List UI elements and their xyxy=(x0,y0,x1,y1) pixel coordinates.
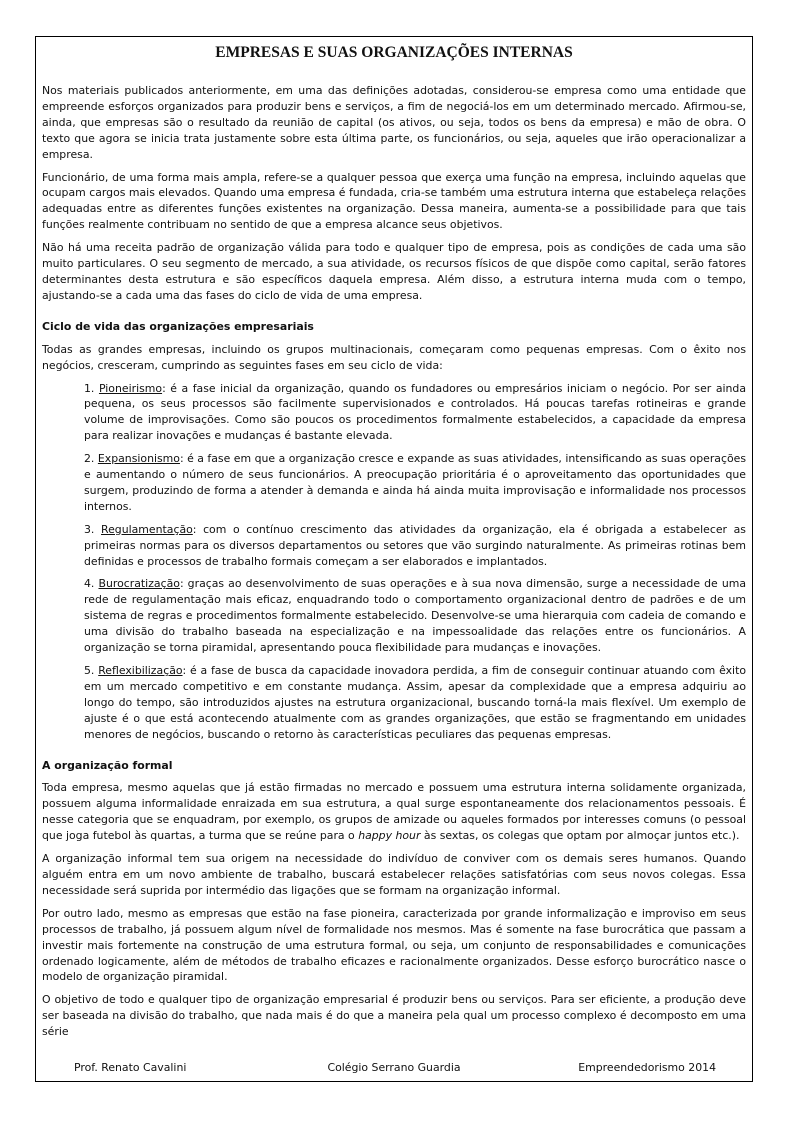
phase-text: : é a fase em que a organização cresce e expande as suas atividades, intensificando as suas operações e aumentando o número de seus funcionários. A preocupação prioritária é o aproveitamento das oportunidades que surgem, produzindo de forma a atender à demanda e ainda há ainda muita improvisação e informalidade nos processos internos. xyxy=(84,452,746,513)
phase-name: Regulamentação xyxy=(101,522,193,536)
intro-paragraph-3: Não há uma receita padrão de organização válida para todo e qualquer tipo de empresa, pois as condições de cada uma são muito particulares. O seu segmento de mercado, a sua atividade, os recursos físicos de que dispõe como capital, serão fatores determinantes desta estrutura e são específicos daquela empresa. Além disso, a estrutura interna muda com o tempo, ajustando-se a cada uma das fases do ciclo de vida de uma empresa. xyxy=(42,241,746,302)
document-body xyxy=(42,43,746,1047)
phase-text: : com o contínuo crescimento das atividades da organização, ela é obrigada a estabelecer as primeiras normas para os diversos departamentos ou setores que vão surgindo naturalmente. As primeiras rotinas bem definidas e processos de trabalho formais começam a ser elaborados e implantados. xyxy=(84,522,746,568)
document-title: EMPRESAS E SUAS ORGANIZAÇÕES INTERNAS xyxy=(215,44,573,61)
text-run: às sextas, os colegas que optam por almoçar juntos etc.). xyxy=(420,829,740,843)
phase-name: Expansionismo xyxy=(97,452,180,466)
intro-paragraph-2: Funcionário, de uma forma mais ampla, refere-se a qualquer pessoa que exerça uma função na empresa, incluindo aquelas que ocupam cargos mais elevados. Quando uma empresa é fundada, cria-se também uma estrutura interna que estabeleça relações adequadas entre as diferentes funções existentes na organização. Dessa maneira, aumenta-se a possibilidade para que tais funções realmente contribuam no sentido de que a empresa alcance seus objetivos. xyxy=(42,170,746,232)
footer-author: Prof. Renato Cavalini xyxy=(74,1061,187,1074)
formal-paragraph-3: Por outro lado, mesmo as empresas que estão na fase pioneira, caracterizada por grande informalização e improviso em seus processos de trabalho, já possuem algum nível de formalidade nos mesmos. Mas é somente na fase burocrática que passam a investir mais fortemente na construção de uma estrutura formal, ou seja, um conjunto de responsabilidades e comunicações ordenado logicamente, além de métodos de trabalho eficazes e racionalmente organizados. Desse esforço burocrático nasce o modelo de organização piramidal. xyxy=(42,906,746,984)
section-heading-lifecycle: Ciclo de vida das organizações empresariais xyxy=(42,319,314,333)
italic-term: happy hour xyxy=(358,829,421,843)
formal-paragraph-4: O objetivo de todo e qualquer tipo de organização empresarial é produzir bens ou serviços. Para ser eficiente, a produção deve ser baseada na divisão do trabalho, que nada mais é do que a maneira pela qual um processo complexo é decomposto em uma série xyxy=(42,993,746,1039)
phase-text: : é a fase inicial da organização, quando os fundadores ou empresários iniciam o negócio. Por ser ainda pequena, os seus processos são facilmente supervisionados e controlados. Há poucas tarefas rotineiras e grande volume de improvisações. Como são poucos os procedimentos formalmente estabelecidos, a capacidade da empresa para realizar inovações e mudanças é bastante elevada. xyxy=(84,381,747,443)
footer-school: Colégio Serrano Guardia xyxy=(327,1061,461,1074)
footer-course: Empreendedorismo 2014 xyxy=(578,1061,716,1074)
phase-number: 2. xyxy=(84,452,95,466)
phase-name: Burocratização xyxy=(98,577,180,591)
text-run: Toda empresa, mesmo aquelas que já estão firmadas no mercado e possuem uma estrutura interna solidamente organizada, possuem alguma informalidade enraizada em sua estrutura, a qual surge espontaneamente dos relacionamentos pessoais. É nesse categoria que se enquadram, por exemplo, os grupos de amizade ou aqueles formados por interesses comuns (o pessoal que joga futebol às quartas, a turma que se reúne para o xyxy=(42,781,746,843)
phase-item xyxy=(84,663,746,743)
phase-number: 1. xyxy=(84,381,95,395)
phase-item xyxy=(84,451,746,515)
intro-paragraph-1: Nos materiais publicados anteriormente, em uma das definições adotadas, considerou-se empresa como uma entidade que empreende esforços organizados para produzir bens e serviços, a fim de negociá-los em um determinado mercado. Afirmou-se, ainda, que empresas são o resultado da reunião de capital (os ativos, ou seja, todos os bens da empresa) e mão de obra. O texto que agora se inicia trata justamente sobre esta última parte, os funcionários, ou seja, aqueles que irão operacionalizar a empresa. xyxy=(42,84,746,161)
phase-text: : graças ao desenvolvimento de suas operações e à sua nova dimensão, surge a necessidade de uma rede de regulamentação mais eficaz, enquadrando todo o comportamento organizacional dentro de padrões e de um sistema de regras e procedimentos formalmente estabelecido. Desenvolve-se uma hierarquia com cadeia de comando e uma divisão do trabalho baseada na especialização e na impessoalidade das relações entre os funcionários. A organização se torna piramidal, apresentando pouca flexibilidade para mudanças e inovações. xyxy=(84,577,747,655)
phase-name: Pioneirismo xyxy=(98,381,163,395)
phase-number: 5. xyxy=(84,664,95,677)
phase-number: 3. xyxy=(84,522,95,536)
phase-number: 4. xyxy=(84,577,95,591)
formal-paragraph-2: A organização informal tem sua origem na necessidade do indivíduo de conviver com os demais seres humanos. Quando alguém entra em um novo ambiente de trabalho, buscará estabelecer relações satisfatórias com seus novos colegas. Essa necessidade será suprida por intermédio das ligações que se formam na organização informal. xyxy=(42,852,746,897)
phase-name: Reflexibilização xyxy=(98,664,183,677)
lifecycle-intro: Todas as grandes empresas, incluindo os grupos multinacionais, começaram como pequenas empresas. Com o êxito nos negócios, cresceram, cumprindo as seguintes fases em seu ciclo de vida: xyxy=(42,342,746,372)
phase-text: : é a fase de busca da capacidade inovadora perdida, a fim de conseguir continuar atuando com êxito em um mercado competitivo e em constante mudança. Assim, apesar da complexidade que a empresa adquiriu ao longo do tempo, são introduzidos ajustes na estrutura organizacional, buscando torná-la mais flexível. Um exemplo de ajuste é o que está acontecendo atualmente com as grandes organizações, que estão se fragmentando em unidades menores de negócios, buscando o retorno às características peculiares das pequenas empresas. xyxy=(84,664,746,741)
section-heading-formal-organization: A organização formal xyxy=(42,758,173,772)
phase-item xyxy=(84,381,746,445)
page-border xyxy=(35,36,753,1082)
phase-item xyxy=(84,522,746,570)
formal-paragraph-1 xyxy=(42,780,746,844)
phase-item xyxy=(84,576,746,656)
